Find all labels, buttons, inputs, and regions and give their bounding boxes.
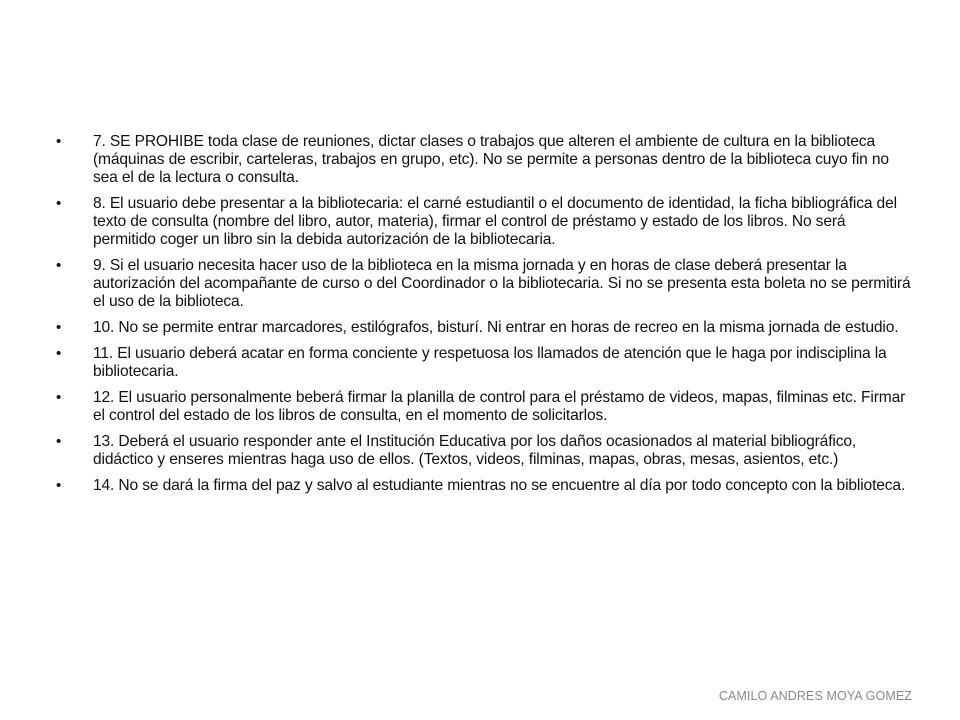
rule-text: 14. No se dará la firma del paz y salvo al estudiante mientras no se encuentre al día por todo concepto con la biblioteca.: [93, 477, 906, 494]
rules-content: [56, 133, 912, 503]
list-item: [56, 477, 912, 495]
rule-text: 9. Si el usuario necesita hacer uso de la biblioteca en la misma jornada y en horas de clase deberá presentar la autorización del acompañante de curso o del Coordinador o la bibliotecaria. Si no se presenta esta boleta no se permitirá el uso de la biblioteca.: [93, 257, 911, 310]
list-item: [56, 257, 912, 311]
list-item: [56, 389, 912, 425]
list-item: [56, 433, 912, 469]
rule-text: 8. El usuario debe presentar a la bibliotecaria: el carné estudiantil o el documento de identidad, la ficha bibliográfica del texto de consulta (nombre del libro, autor, materia), firmar el control de préstamo y estado de los libros. No será permitido coger un libro sin la debida autorización de la bibliotecaria.: [93, 195, 897, 248]
list-item: [56, 345, 912, 381]
rule-text: 13. Deberá el usuario responder ante el Institución Educativa por los daños ocasionados al material bibliográfico, didáctico y enseres mientras haga uso de ellos. (Textos, videos, filminas, mapas, obras, mesas, asientos, etc.): [93, 433, 857, 468]
bullet-icon: •: [56, 345, 62, 362]
rules-list: [56, 133, 912, 495]
list-item: [56, 195, 912, 249]
rule-text: 10. No se permite entrar marcadores, estilógrafos, bisturí. Ni entrar en horas de recreo en la misma jornada de estudio.: [93, 319, 899, 336]
footer-author: CAMILO ANDRES MOYA GOMEZ: [718, 689, 912, 703]
bullet-icon: •: [56, 195, 62, 212]
list-item: [56, 319, 912, 337]
bullet-icon: •: [56, 477, 62, 494]
bullet-icon: •: [56, 389, 62, 406]
bullet-icon: •: [56, 133, 62, 150]
bullet-icon: •: [56, 319, 62, 336]
rule-text: 7. SE PROHIBE toda clase de reuniones, dictar clases o trabajos que alteren el ambiente de cultura en la biblioteca (máquinas de escribir, carteleras, trabajos en grupo, etc). No se permite a personas dentro de la biblioteca cuyo fin no sea el de la lectura o consulta.: [93, 133, 889, 186]
bullet-icon: •: [56, 433, 62, 450]
rule-text: 12. El usuario personalmente beberá firmar la planilla de control para el préstamo de videos, mapas, filminas etc. Firmar el control del estado de los libros de consulta, en el momento de solicitarlos.: [93, 389, 906, 424]
bullet-icon: •: [56, 257, 62, 274]
rule-text: 11. El usuario deberá acatar en forma conciente y respetuosa los llamados de atención que le haga por indisciplina la bibliotecaria.: [93, 345, 887, 380]
list-item: [56, 133, 912, 187]
